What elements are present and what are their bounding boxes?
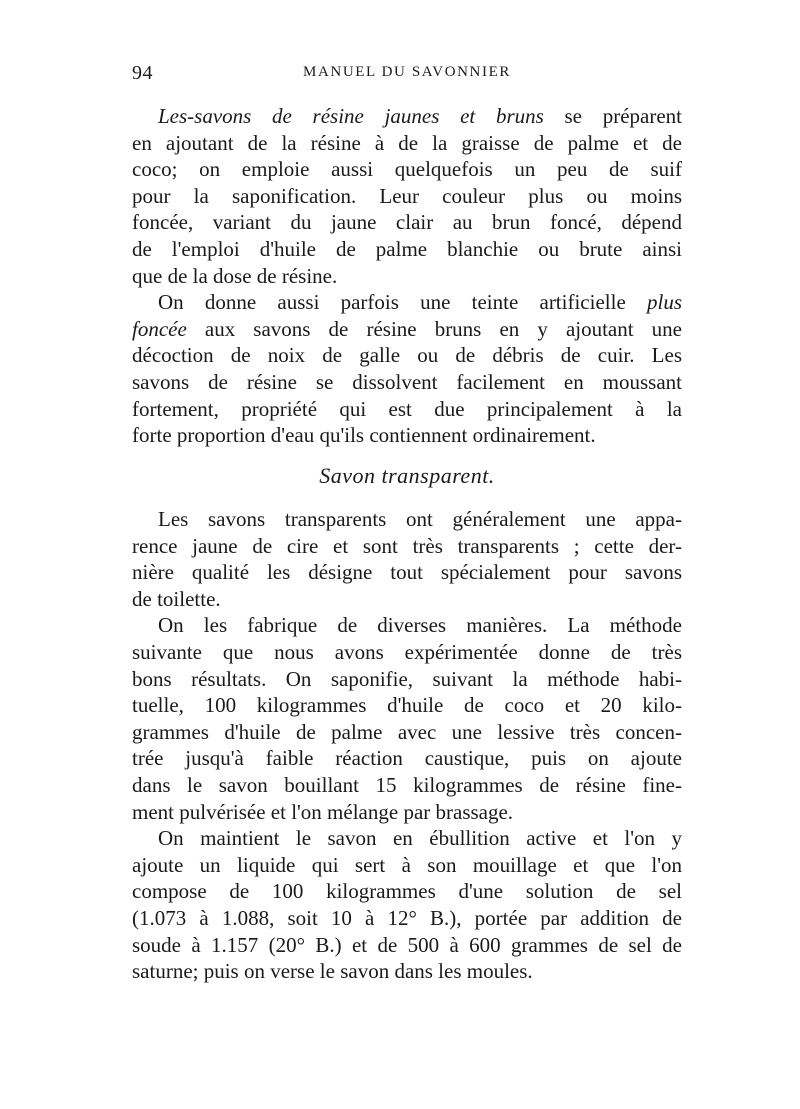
italic-text: plus: [646, 290, 682, 315]
text-run: aux savons de résine bruns en y ajoutant une: [186, 316, 682, 341]
text-line: suivante que nous avons expérimentée donne de très: [132, 639, 682, 664]
paragraph: [132, 103, 682, 289]
page-number: 94: [132, 62, 153, 84]
text-line: pour la saponification. Leur couleur plus ou moins: [132, 183, 682, 208]
text-run: se préparent: [543, 104, 682, 128]
text-line: [132, 103, 682, 130]
text-line: de toilette.: [132, 586, 221, 611]
text-run: On donne aussi parfois une teinte artificielle: [158, 290, 647, 315]
paragraph: [132, 612, 682, 825]
text-line: bons résultats. On saponifie, suivant la méthode habi-: [132, 666, 682, 691]
section-title: Savon transparent.: [319, 463, 495, 488]
italic-text: foncée: [132, 316, 187, 341]
text-line: Les savons transparents ont généralement une appa-: [158, 507, 682, 531]
text-line: trée jusqu'à faible réaction caustique, puis on ajoute: [132, 746, 682, 771]
paragraph: [132, 825, 682, 985]
paragraph: [132, 289, 682, 449]
paragraph: [132, 506, 682, 612]
text-line: On les fabrique de diverses manières. La méthode: [158, 613, 682, 638]
text-line: ment pulvérisée et l'on mélange par brassage.: [132, 799, 514, 824]
text-block-before: [132, 103, 682, 449]
text-line: coco; on emploie aussi quelquefois un peu de suif: [132, 157, 682, 182]
text-line: savons de résine se dissolvent facilement en moussant: [132, 369, 682, 394]
text-line: dans le savon bouillant 15 kilogrammes de résine fine-: [132, 772, 682, 797]
text-line: fortement, propriété qui est due principalement à la: [132, 396, 682, 421]
text-line: compose de 100 kilogrammes d'une solution de sel: [132, 879, 682, 904]
text-line: rence jaune de cire et sont très transparents ; cette der-: [132, 533, 682, 558]
text-line: que de la dose de résine.: [132, 263, 338, 288]
running-title: MANUEL DU SAVONNIER: [303, 64, 511, 80]
text-line: en ajoutant de la résine à de la graisse de palme et de: [132, 130, 682, 155]
text-line: de l'emploi d'huile de palme blanchie ou brute ainsi: [132, 236, 682, 261]
text-line: forte proportion d'eau qu'ils contiennent ordinairement.: [132, 423, 596, 448]
text-line: On maintient le savon en ébullition active et l'on y: [158, 826, 682, 851]
text-line: (1.073 à 1.088, soit 10 à 12° B.), portée par addition de: [132, 905, 682, 930]
text-line: grammes d'huile de palme avec une lessive très concen-: [132, 719, 682, 744]
text-line: [132, 316, 682, 343]
italic-text: Les-savons de résine jaunes et bruns: [158, 104, 544, 128]
text-line: décoction de noix de galle ou de débris de cuir. Les: [132, 343, 682, 368]
text-line: foncée, variant du jaune clair au brun foncé, dépend: [132, 210, 682, 235]
text-line: [132, 289, 682, 316]
text-line: soude à 1.157 (20° B.) et de 500 à 600 grammes de sel de: [132, 932, 682, 957]
text-line: nière qualité les désigne tout spécialement pour savons: [132, 560, 682, 585]
text-line: tuelle, 100 kilogrammes d'huile de coco et 20 kilo-: [132, 693, 682, 718]
text-block-after: [132, 506, 682, 985]
running-head: [132, 62, 682, 86]
text-line: ajoute un liquide qui sert à son mouillage et que l'on: [132, 852, 682, 877]
text-line: saturne; puis on verse le savon dans les moules.: [132, 959, 533, 984]
